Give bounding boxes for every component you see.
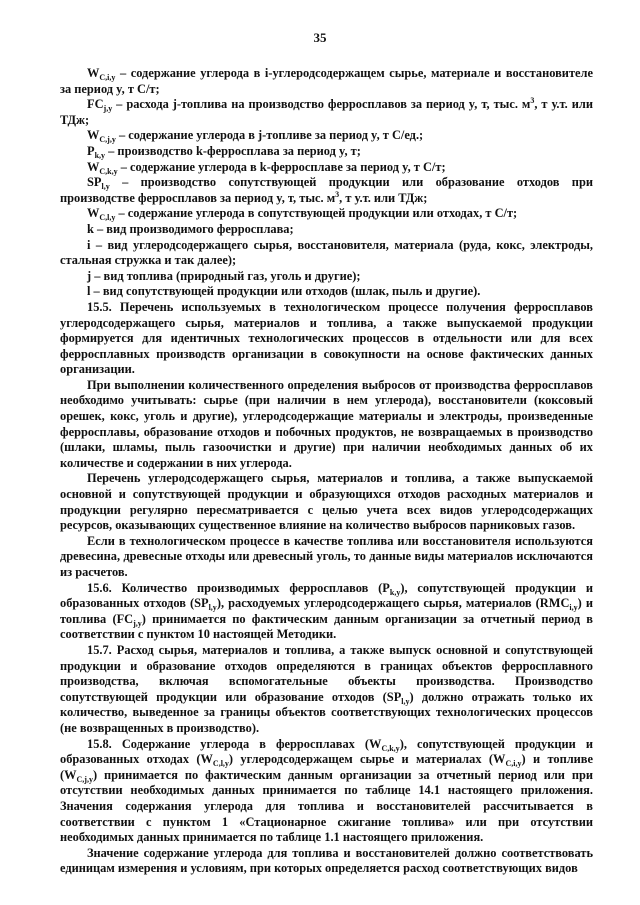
- definition-p-k-y: $P_{k,y}$ – производство k-ферросплава за период y, т;: [87, 143, 361, 160]
- paragraph-15-7: 15.7. Расход сырья, материалов и топлива, а также выпуск основной и сопутствующей продукции и образование отходов определяются в границах объектов ферросплавного производства, включая вспомогательные объекты производства. Производство сопутствующей продукции или образование отходов $(SP_{l,y})$ должно отражать только их количество, выведенное за границы объектов соответствующих технологических процессов (не возвращенных в производство).: [60, 642, 593, 735]
- definition-l: l – вид сопутствующей продукции или отходов (шлак, пыль и другие).: [87, 284, 481, 299]
- document-body: [60, 66, 593, 877]
- paragraph-15-8: 15.8. Содержание углерода в ферросплавах $(W_{C,k,y})$, сопутствующей продукции и образованных отходах $(W_{C,l,y})$ углеродсодержащем сырье и материалах $(W_{C,i,y})$ и топливе $(W_{C,j,y})$ принимается по фактическим данным организации за отчетный период или при отсутствии необходимых данных принимается по таблице 14.1 настоящего приложения. Значения содержания углерода для топлива и восстановителей рассчитывается в соответствии с пунктом 1 «Стационарное сжигание топлива» или при отсутствии необходимых данных принимается по таблице 1.1 настоящего приложения.: [60, 736, 593, 845]
- definition-j: j – вид топлива (природный газ, уголь и другие);: [87, 268, 361, 283]
- definition-w-c-j-y: $W_{C,j,y}$ – содержание углерода в j-топливе за период y, т С/ед.;: [87, 128, 424, 145]
- page-number: 35: [313, 30, 327, 45]
- definition-k: k – вид производимого ферросплава;: [87, 221, 294, 236]
- definition-w-c-k-y: $W_{C,k,y}$ – содержание углерода в k-ферросплаве за период y, т С/т;: [87, 159, 446, 176]
- definition-fc-j-y: $FC_{j,y}$ – расхода j-топлива на производство ферросплавов за период y, т, тыс. $м^3$, т у.т. или ТДж;: [60, 96, 593, 127]
- paragraph-units: Значение содержание углерода для топлива и восстановителей должно соответствовать единицам измерения и условиям, при которых определяется расход соответствующих видов: [60, 845, 593, 876]
- definition-w-c-l-y: $W_{C,l,y}$ – содержание углерода в сопутствующей продукции или отходах, т С/т;: [87, 206, 518, 223]
- paragraph-15-5: 15.5. Перечень используемых в технологическом процессе получения ферросплавов углеродсодержащего сырья, материалов и топлива, а также выпускаемой продукции формируется для идентичных технологических процессов в отдельности или для всех ферросплавных производств организации в совокупности на основе фактических данных организации.: [60, 299, 593, 377]
- definition-i: i – вид углеродсодержащего сырья, восстановителя, материала (руда, кокс, электроды, стальная стружка и так далее);: [60, 237, 593, 268]
- paragraph-quantitative: При выполнении количественного определения выбросов от производства ферросплавов необходимо учитывать: сырье (при наличии в нем углерода), восстановители (коксовый орешек, кокс, уголь и другие), углеродсодержащие материалы и электроды, произведенные ферросплавы, образование отходов и побочных продуктов, не возвращаемых в производство (шлаки, шламы, пыль газоочистки и другие) при наличии необходимых данных об их количестве и содержании в них углерода.: [60, 377, 593, 470]
- definition-sp-l-y: $SP_{l,y}$ – производство сопутствующей продукции или образование отходов при производстве ферросплавов за период y, т, тыс. $м^3$, т у.т. или ТДж;: [60, 175, 593, 205]
- paragraph-wood-exclusion: Если в технологическом процессе в качестве топлива или восстановителя используются древесина, древесные отходы или древесный уголь, то данные виды материалов исключаются из расчетов.: [60, 533, 593, 579]
- definition-w-c-i-y: $W_{C,i,y}$ – содержание углерода в i-углеродсодержащем сырье, материале и восстановителе за период y, т С/т;: [60, 66, 593, 96]
- paragraph-list-review: Перечень углеродсодержащего сырья, материалов и топлива, а также выпускаемой основной и сопутствующей продукции и образующихся отходов расходных материалов и продукции регулярно пересматривается с целью учета всех видов углеродсодержащих ресурсов, оказывающих существенное влияние на количество выбросов парниковых газов.: [60, 471, 593, 533]
- paragraph-15-6: 15.6. Количество производимых ферросплавов $(P_{k,y})$, сопутствующей продукции и образованных отходов $(SP_{l,y})$, расходуемых углеродсодержащего сырья, материалов $(RMC_{i,y})$ и топлива $(FC_{j,y})$ принимается по фактическим данным организации за отчетный период в соответствии с пунктом 10 настоящей Методики.: [60, 580, 593, 642]
